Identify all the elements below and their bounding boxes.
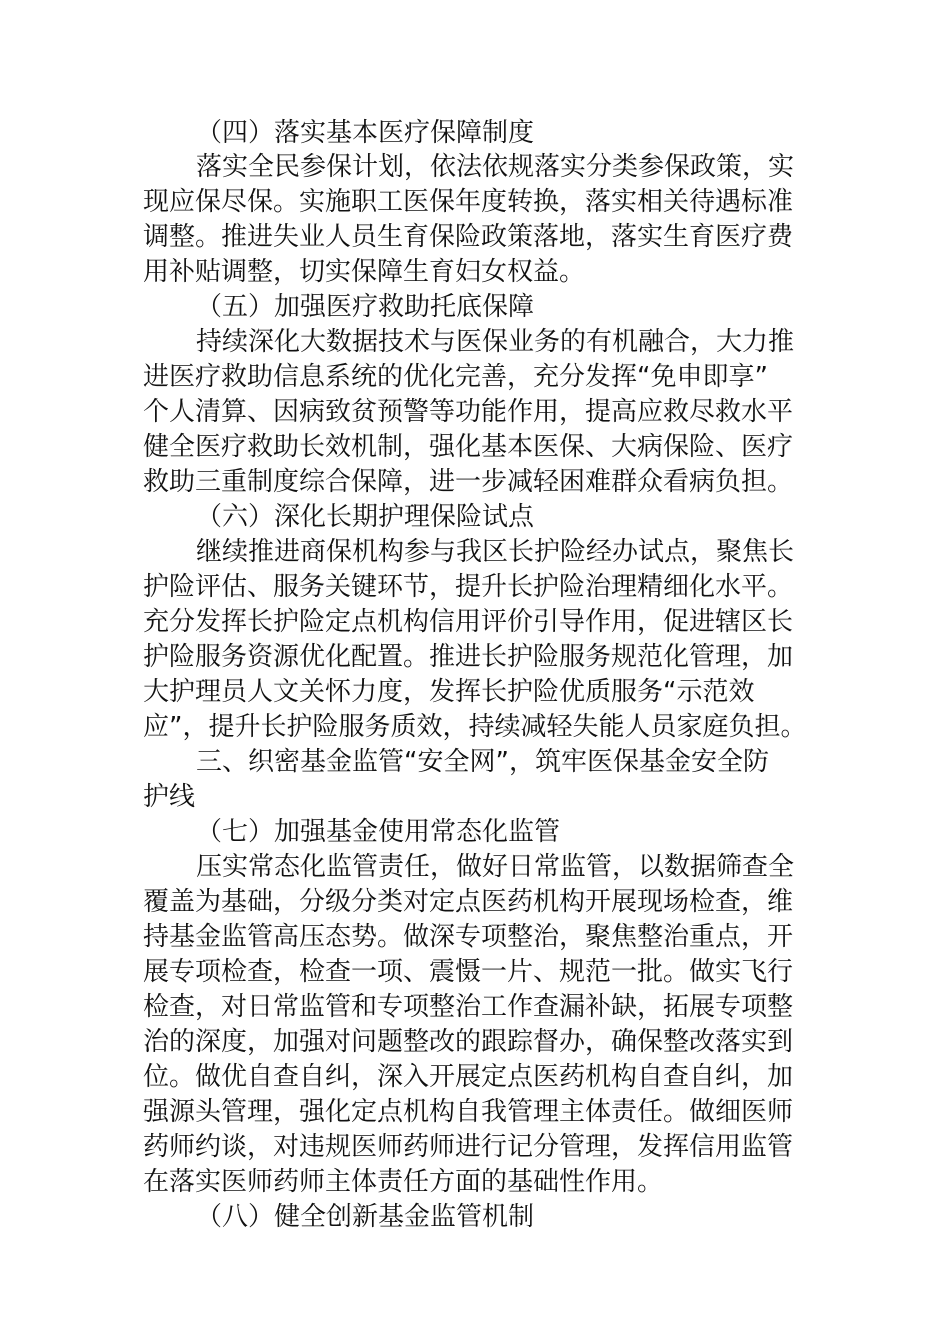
- section-heading-5: （五）加强医疗救助托底保障: [196, 292, 535, 322]
- section-heading-4: （四）落实基本医疗保障制度: [196, 118, 535, 148]
- paragraph-line: 持续深化大数据技术与医保业务的有机融合，大力推: [196, 327, 795, 357]
- paragraph-line: 健全医疗救助长效机制，强化基本医保、大病保险、医疗: [143, 432, 794, 462]
- chapter-heading-3-cont: 护线: [143, 782, 196, 812]
- paragraph-line: 覆盖为基础，分级分类对定点医药机构开展现场检查，维: [143, 887, 794, 917]
- paragraph-line: 应”，提升长护险服务质效，持续减轻失能人员家庭负担。: [143, 712, 807, 742]
- paragraph-line: 救助三重制度综合保障，进一步减轻困难群众看病负担。: [143, 467, 794, 497]
- paragraph-line: 继续推进商保机构参与我区长护险经办试点，聚焦长: [196, 537, 795, 567]
- section-heading-7: （七）加强基金使用常态化监管: [196, 817, 561, 847]
- paragraph-line: 持基金监管高压态势。做深专项整治，聚焦整治重点，开: [143, 922, 794, 952]
- paragraph-line: 护险服务资源优化配置。推进长护险服务规范化管理，加: [143, 642, 794, 672]
- paragraph-line: 大护理员人文关怀力度，发挥长护险优质服务“示范效: [143, 677, 755, 707]
- paragraph-line: 落实全民参保计划，依法依规落实分类参保政策，实: [196, 152, 795, 182]
- section-heading-6: （六）深化长期护理保险试点: [196, 502, 535, 532]
- paragraph-line: 个人清算、因病致贫预警等功能作用，提高应救尽救水平: [143, 397, 794, 427]
- paragraph-line: 进医疗救助信息系统的优化完善，充分发挥“免申即享”: [143, 362, 768, 392]
- paragraph-line: 展专项检查，检查一项、震慑一片、规范一批。做实飞行: [143, 957, 794, 987]
- paragraph-line: 治的深度，加强对问题整改的跟踪督办，确保整改落实到: [143, 1027, 794, 1057]
- paragraph-line: 护险评估、服务关键环节，提升长护险治理精细化水平。: [143, 572, 794, 602]
- paragraph-line: 检查，对日常监管和专项整治工作查漏补缺，拓展专项整: [143, 992, 794, 1022]
- paragraph-line: 在落实医师药师主体责任方面的基础性作用。: [143, 1167, 664, 1197]
- paragraph-line: 压实常态化监管责任，做好日常监管，以数据筛查全: [196, 852, 795, 882]
- paragraph-line: 药师约谈，对违规医师药师进行记分管理，发挥信用监管: [143, 1132, 794, 1162]
- paragraph-line: 现应保尽保。实施职工医保年度转换，落实相关待遇标准: [143, 187, 794, 217]
- chapter-heading-3: 三、织密基金监管“安全网”，筑牢医保基金安全防: [196, 747, 769, 777]
- paragraph-line: 位。做优自查自纠，深入开展定点医药机构自查自纠，加: [143, 1062, 794, 1092]
- paragraph-line: 充分发挥长护险定点机构信用评价引导作用，促进辖区长: [143, 607, 794, 637]
- paragraph-line: 强源头管理，强化定点机构自我管理主体责任。做细医师: [143, 1097, 794, 1127]
- paragraph-line: 用补贴调整，切实保障生育妇女权益。: [143, 257, 586, 287]
- section-heading-8: （八）健全创新基金监管机制: [196, 1202, 535, 1232]
- paragraph-line: 调整。推进失业人员生育保险政策落地，落实生育医疗费: [143, 222, 794, 252]
